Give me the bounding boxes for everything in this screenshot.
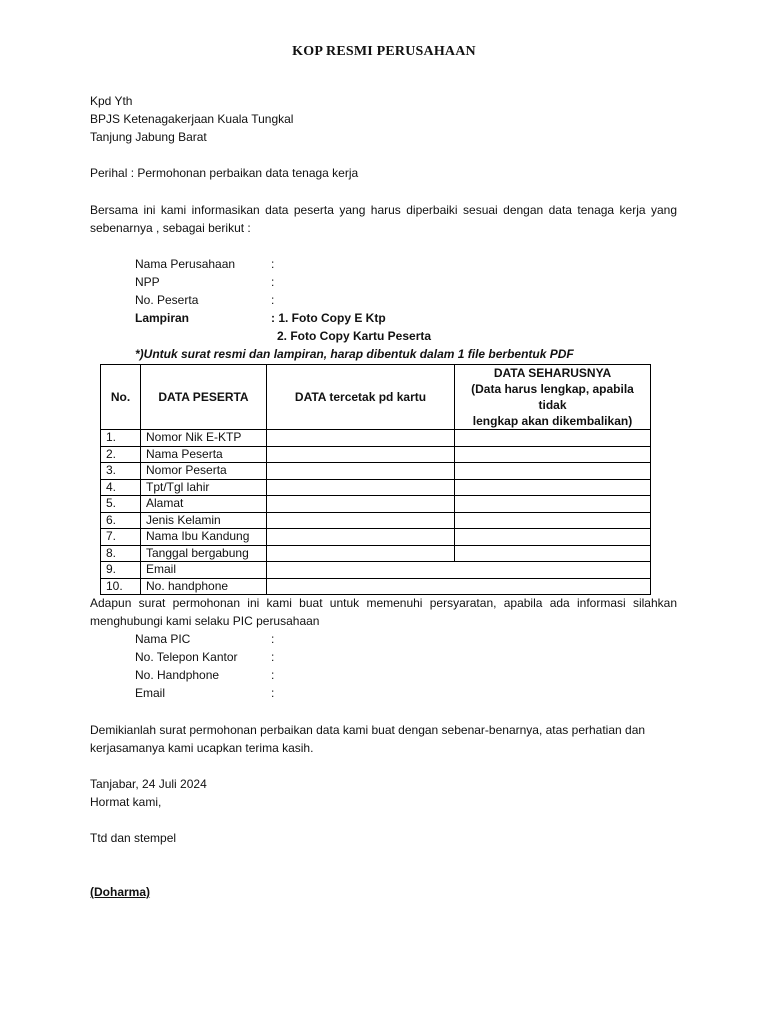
- row-number: 9.: [101, 562, 141, 579]
- header-correct-data-line-2: (Data harus lengkap, apabila tidak: [471, 382, 634, 412]
- printed-value-cell[interactable]: [267, 463, 455, 480]
- pic-label-name: Nama PIC: [135, 632, 191, 646]
- printed-value-cell[interactable]: [267, 479, 455, 496]
- table-row: [101, 545, 651, 562]
- row-field: Alamat: [141, 496, 267, 513]
- regards: Hormat kami,: [90, 795, 162, 809]
- recipient-line-2: BPJS Ketenagakerjaan Kuala Tungkal: [90, 112, 294, 126]
- field-separator: :: [271, 686, 275, 700]
- row-field: Tpt/Tgl lahir: [141, 479, 267, 496]
- field-separator: :: [271, 293, 275, 307]
- pic-label-email: Email: [135, 686, 166, 700]
- recipient-line-3: Tanjung Jabung Barat: [90, 130, 207, 144]
- field-label-participant-no: No. Peserta: [135, 293, 199, 307]
- field-separator: :: [271, 650, 275, 664]
- field-separator: :: [271, 275, 275, 289]
- row-number: 2.: [101, 446, 141, 463]
- printed-value-cell[interactable]: [267, 496, 455, 513]
- printed-value-cell[interactable]: [267, 430, 455, 447]
- correct-value-cell[interactable]: [455, 512, 651, 529]
- field-separator: :: [271, 632, 275, 646]
- signature-note: Ttd dan stempel: [90, 831, 177, 845]
- header-correct-data: [455, 365, 651, 430]
- table-row: [101, 446, 651, 463]
- subject-line: Perihal : Permohonan perbaikan data tenaga kerja: [90, 166, 359, 180]
- table-row: [101, 512, 651, 529]
- header-participant-data: DATA PESERTA: [141, 365, 267, 430]
- row-number: 10.: [101, 578, 141, 595]
- pic-label-handphone: No. Handphone: [135, 668, 220, 682]
- field-separator: :: [271, 668, 275, 682]
- correct-value-cell[interactable]: [455, 545, 651, 562]
- field-label-company-name: Nama Perusahaan: [135, 257, 236, 271]
- table-row: [101, 562, 651, 579]
- printed-value-cell[interactable]: [267, 529, 455, 546]
- row-number: 5.: [101, 496, 141, 513]
- table-row: [101, 529, 651, 546]
- row-field: Nama Peserta: [141, 446, 267, 463]
- correct-value-cell[interactable]: [455, 529, 651, 546]
- correct-value-cell[interactable]: [455, 479, 651, 496]
- table-row: [101, 479, 651, 496]
- row-field: No. handphone: [141, 578, 267, 595]
- row-field: Nama Ibu Kandung: [141, 529, 267, 546]
- table-row: [101, 463, 651, 480]
- closing-paragraph: Demikianlah surat permohonan perbaikan data kami buat dengan sebenar-benarnya, atas perhatian dan kerjasamanya kami ucapkan terima kasih.: [90, 723, 646, 755]
- table-header-row: [101, 365, 651, 430]
- attachment-note: *)Untuk surat resmi dan lampiran, harap dibentuk dalam 1 file berbentuk PDF: [135, 347, 574, 361]
- header-no: No.: [101, 365, 141, 430]
- table-row: [101, 430, 651, 447]
- correct-value-cell[interactable]: [455, 446, 651, 463]
- row-number: 1.: [101, 430, 141, 447]
- correct-value-cell[interactable]: [455, 430, 651, 447]
- row-field: Tanggal bergabung: [141, 545, 267, 562]
- attachment-label: Lampiran: [135, 311, 190, 325]
- header-correct-data-line-1: DATA SEHARUSNYA: [493, 366, 612, 380]
- place-date: Tanjabar, 24 Juli 2024: [90, 777, 207, 791]
- letterhead-title: KOP RESMI PERUSAHAAN: [292, 44, 476, 59]
- header-correct-data-line-3: lengkap akan dikembalikan): [472, 414, 633, 428]
- header-printed-data: DATA tercetak pd kartu: [267, 365, 455, 430]
- pic-label-office-phone: No. Telepon Kantor: [135, 650, 238, 664]
- signatory-name: (Doharma): [90, 885, 151, 899]
- participant-data-table: [100, 364, 651, 595]
- printed-value-cell[interactable]: [267, 512, 455, 529]
- table-row: [101, 496, 651, 513]
- field-separator: :: [271, 257, 275, 271]
- row-number: 7.: [101, 529, 141, 546]
- contact-paragraph: Adapun surat permohonan ini kami buat untuk memenuhi persyaratan, apabila ada informasi silahkan menghubungi kami selaku PIC perusahaan: [90, 596, 677, 628]
- row-number: 4.: [101, 479, 141, 496]
- printed-value-cell-wide[interactable]: [267, 562, 651, 579]
- printed-value-cell-wide[interactable]: [267, 578, 651, 595]
- row-field: Email: [141, 562, 267, 579]
- correct-value-cell[interactable]: [455, 496, 651, 513]
- table-row: [101, 578, 651, 595]
- row-number: 6.: [101, 512, 141, 529]
- correct-value-cell[interactable]: [455, 463, 651, 480]
- attachment-item-2: 2. Foto Copy Kartu Peserta: [277, 329, 432, 343]
- recipient-line-1: Kpd Yth: [90, 94, 133, 108]
- printed-value-cell[interactable]: [267, 446, 455, 463]
- row-number: 3.: [101, 463, 141, 480]
- field-label-npp: NPP: [135, 275, 160, 289]
- intro-paragraph: Bersama ini kami informasikan data peserta yang harus diperbaiki sesuai dengan data tenaga kerja yang sebenarnya , sebagai berikut :: [90, 203, 677, 235]
- row-field: Jenis Kelamin: [141, 512, 267, 529]
- printed-value-cell[interactable]: [267, 545, 455, 562]
- row-field: Nomor Nik E-KTP: [141, 430, 267, 447]
- attachment-item-1: : 1. Foto Copy E Ktp: [271, 311, 386, 325]
- row-field: Nomor Peserta: [141, 463, 267, 480]
- row-number: 8.: [101, 545, 141, 562]
